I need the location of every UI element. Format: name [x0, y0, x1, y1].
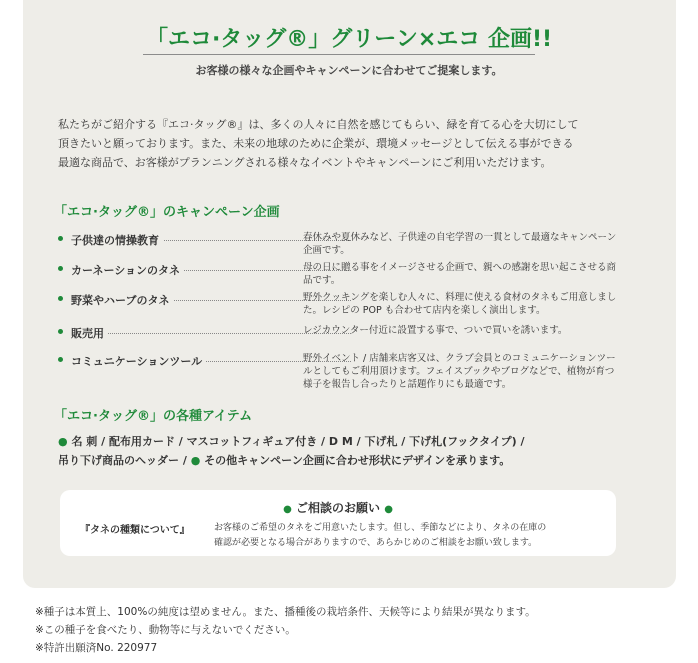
campaign-item — [58, 353, 628, 390]
intro-line: 最適な商品で、お客様がプランニングされる様々なイベントやキャンペーンにご利用いただけます。 — [58, 156, 552, 169]
products-note: その他キャンペーン企画に合わせ形状にデザインを承ります。 — [204, 454, 511, 467]
campaign-item-desc: 母の日に贈る事をイメージさせる企画で、親への感謝を思い起こさせる商品です。 — [303, 262, 617, 286]
campaign-heading: 「エコ·タッグ®」のキャンペーン企画 — [54, 205, 280, 220]
consult-box — [60, 490, 616, 556]
footnote: ※種子は本質上、100%の純度は望めません。また、播種後の栽培条件、天候等により結果が異なります。 — [35, 606, 536, 618]
bullet-icon: ● — [190, 454, 201, 467]
campaign-item-desc: 野外イベント / 店舗来店客又は、クラブ会員とのコミュニケーションツールとしてもご利用頂けます。フェイスブックやブログなどで、植物が育つ様子を報告し合ったりと話題作りにも最適です。 — [303, 353, 616, 390]
consult-line: 確認が必要となる場合がありますので、あらかじめのご相談をお願い致します。 — [214, 538, 538, 548]
bullet-icon — [58, 266, 63, 271]
campaign-item-name: カーネーションのタネ — [71, 262, 184, 278]
bullet-icon — [58, 357, 63, 362]
products-list: 名 刺 / 配布用カード / マスコットフィギュア付き / D M / 下げ札 / 下げ札(フックタイプ) / — [71, 435, 525, 448]
footnote: ※特許出願済No. 220977 — [35, 642, 158, 654]
bullet-icon — [58, 236, 63, 241]
campaign-item-name: コミュニケーションツール — [71, 353, 206, 369]
footnote: ※この種子を食べたり、動物等に与えないでください。 — [35, 624, 296, 636]
campaign-item-name: 販売用 — [71, 325, 108, 341]
campaign-item-name: 子供達の情操教育 — [71, 232, 163, 248]
footnotes — [35, 603, 536, 657]
bullet-icon: ● — [384, 504, 393, 515]
products-list: 吊り下げ商品のヘッダー / — [58, 454, 187, 467]
campaign-item — [58, 292, 628, 322]
page-subtitle: お客様の様々な企画やキャンペーンに合わせてご提案します。 — [195, 64, 503, 77]
title-underline — [143, 54, 535, 55]
products-line — [58, 452, 510, 468]
campaign-item — [58, 262, 628, 292]
bullet-icon: ● — [283, 504, 292, 515]
intro-line: 私たちがご紹介する『エコ·タッグ®』は、多くの人々に自然を感じてもらい、緑を育てる心を大切にして — [58, 118, 579, 131]
campaign-item-desc: レジカウンター付近に設置する事で、ついで買いを誘います。 — [303, 325, 568, 336]
consult-topic: 『タネの種類について』 — [80, 525, 190, 536]
consult-heading: ご相談のお願い — [295, 501, 380, 515]
bullet-icon: ● — [58, 435, 68, 448]
products-line — [58, 433, 525, 449]
products-heading: 「エコ·タッグ®」の各種アイテム — [54, 409, 253, 424]
campaign-item-desc: 野外クッキングを楽しむ人々に、料理に使える食材のタネもご用意しました。レシピの POP も合わせて店内を楽しく演出します。 — [303, 292, 617, 316]
intro-text — [58, 115, 638, 172]
bullet-icon — [58, 329, 63, 334]
consult-text — [214, 521, 609, 551]
bullet-icon — [58, 296, 63, 301]
campaign-item — [58, 232, 628, 262]
page-title: 「エコ·タッグ®」グリーン×エコ 企画!! — [145, 27, 553, 52]
campaign-item-name: 野菜やハーブのタネ — [71, 292, 173, 308]
consult-line: お客様のご希望のタネをご用意いたします。但し、季節などにより、タネの在庫の — [214, 523, 547, 533]
campaign-item — [58, 325, 628, 355]
intro-line: 頂きたいと願っております。また、未来の地球のために企業が、環境メッセージとして伝える事ができる — [58, 137, 574, 150]
consult-heading-row — [60, 499, 616, 516]
campaign-item-desc: 春休みや夏休みなど、子供達の自宅学習の一貫として最適なキャンペーン企画です。 — [303, 232, 617, 256]
